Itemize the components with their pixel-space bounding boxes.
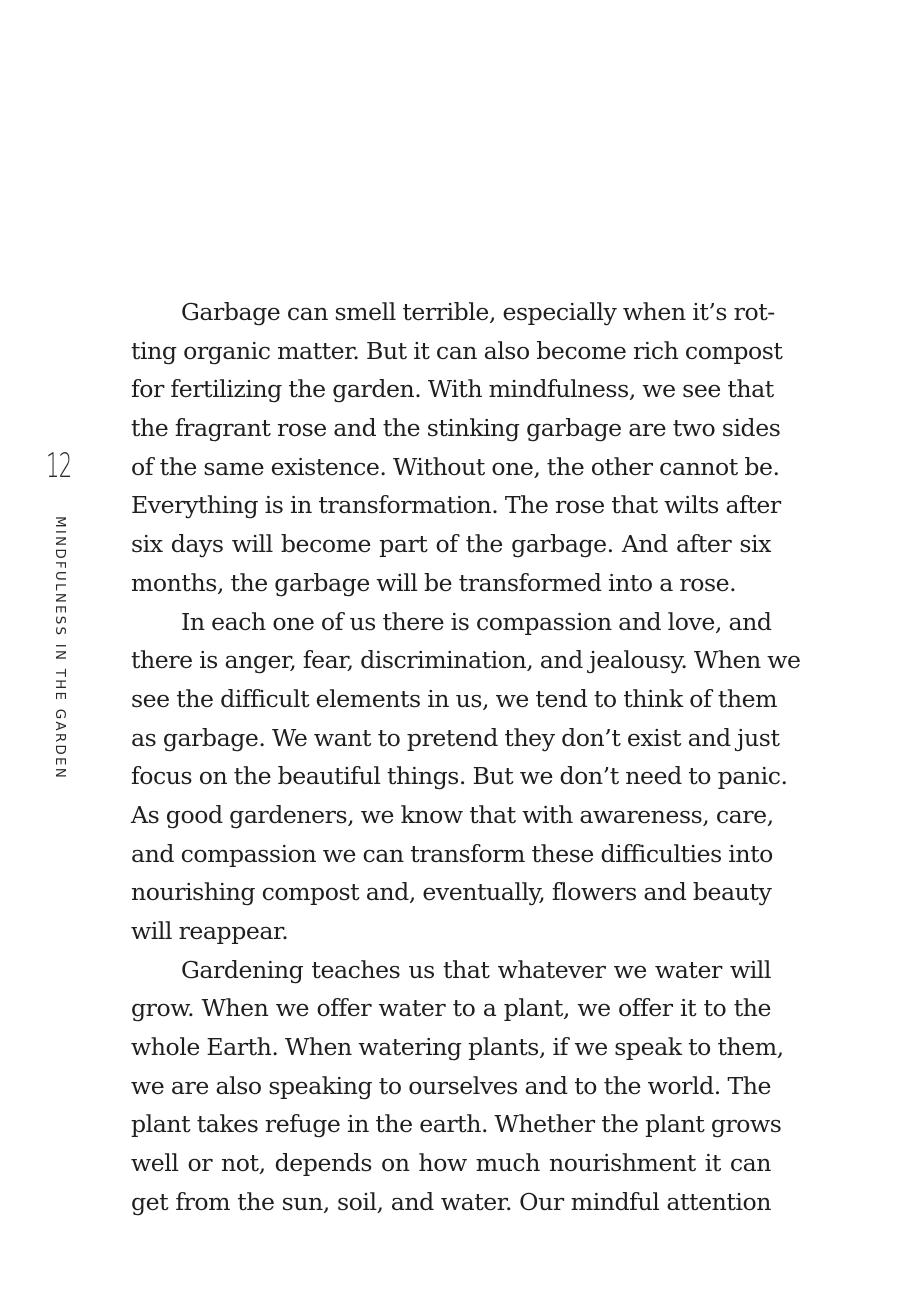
text-line: we are also speaking to ourselves and to the world. The (131, 1071, 771, 1100)
text-line: well or not, depends on how much nourishment it can (131, 1149, 771, 1178)
text-line: for fertilizing the garden. With mindfulness, we see that (131, 375, 774, 404)
text-line: and compassion we can transform these difficulties into (131, 839, 773, 868)
text-line: Everything is in transformation. The rose that wilts after (131, 491, 781, 520)
text-line: months, the garbage will be transformed into a rose. (131, 568, 737, 597)
text-line: whole Earth. When watering plants, if we speak to them, (131, 1033, 784, 1062)
running-head: MINDFULNESS IN THE GARDEN (52, 516, 68, 781)
text-line: there is anger, fear, discrimination, and jealousy. When we (131, 646, 801, 675)
text-line: of the same existence. Without one, the other cannot be. (131, 452, 780, 481)
text-line: the fragrant rose and the stinking garbage are two sides (131, 414, 781, 443)
body-text (131, 293, 801, 1222)
text-line: As good gardeners, we know that with awareness, care, (131, 800, 774, 829)
text-line: plant takes refuge in the earth. Whether the plant grows (131, 1110, 782, 1139)
text-line: In each one of us there is compassion and love, and (181, 607, 772, 636)
text-line: as garbage. We want to pretend they don’t exist and just (131, 723, 780, 752)
text-line: see the difficult elements in us, we tend to think of them (131, 684, 778, 713)
text-line: get from the sun, soil, and water. Our mindful attention (131, 1187, 771, 1216)
text-line: focus on the beautiful things. But we don’t need to panic. (131, 762, 788, 791)
paragraph-1 (131, 293, 783, 603)
text-line: will reappear. (131, 917, 289, 945)
page-number: 12 (46, 446, 72, 486)
text-line: Garbage can smell terrible, especially when it’s rot- (181, 298, 775, 326)
text-line: grow. When we offer water to a plant, we offer it to the (131, 994, 771, 1023)
paragraph-3 (131, 951, 784, 1222)
text-line: ting organic matter. But it can also become rich compost (131, 336, 783, 365)
paragraph-2 (131, 603, 801, 951)
text-line: six days will become part of the garbage. And after six (131, 530, 771, 559)
text-line: nourishing compost and, eventually, flowers and beauty (131, 878, 772, 907)
text-line: Gardening teaches us that whatever we water will (181, 955, 771, 984)
